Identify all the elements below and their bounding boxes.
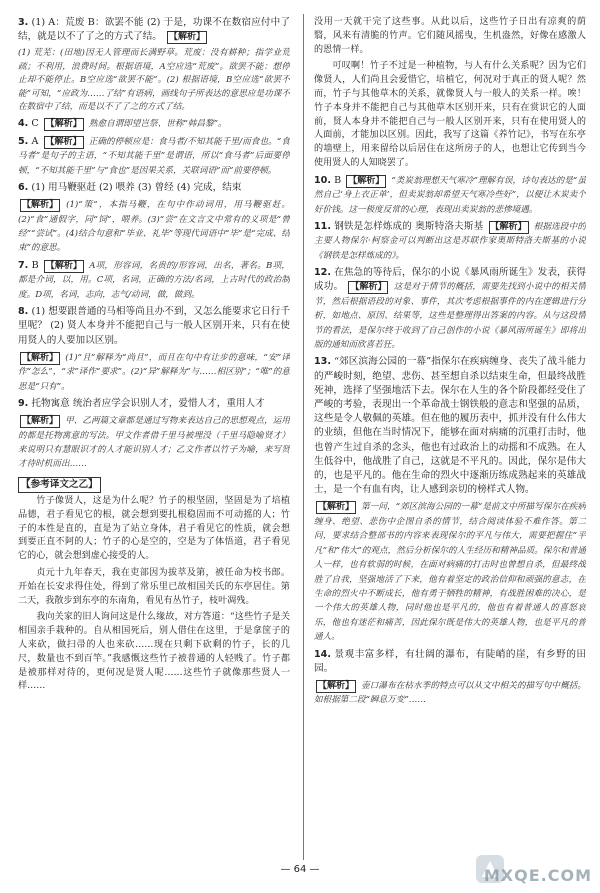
question-number: 11. <box>314 220 331 232</box>
analysis-text: (1)“且”解释为“尚且”，而且在句中有让步的意味，“安”译作“怎么”，“求”译作“要求”。(2)“异”解释为“与……相区别”；“唯”的意思是“只有”。 <box>18 352 290 392</box>
analysis-text: 根据选段中的主要人物保尔·柯察金可以判断出这是苏联作家奥斯特洛夫斯基的小说《钢铁是怎样炼成的》。 <box>314 221 586 261</box>
question-number: 3. <box>18 17 29 28</box>
question-9 <box>18 397 290 472</box>
answer-text: (1) 想要跟普通的马相等尚且办不到，又怎么能要求它日行千里呢？ (2) 贤人本身并不能把自己与一般人区别开来，只有在使用贤人的人要加以区别。 <box>18 306 290 346</box>
question-number: 13. <box>314 356 331 368</box>
analysis-tag: 【解析】 <box>22 200 59 211</box>
page-number: — 64 — <box>280 864 320 875</box>
translation-continued <box>314 16 586 171</box>
question-4 <box>18 117 290 131</box>
question-number: 12. <box>314 267 331 279</box>
analysis-text: 甲、乙两篇文章都是通过写物来表达自己的思想观点，运用的都是托物寓意的写法。甲文作者借千里马被埋没（千里马隐喻贤才）来说明只有慧眼识才的人才能识别人才；乙文作者以竹子为喻，来写贤才待时机而出…… <box>18 416 290 470</box>
reference-translation <box>18 475 290 694</box>
left-column <box>18 16 290 846</box>
question-number: 4. <box>18 118 29 130</box>
right-column <box>314 16 586 866</box>
question-number: 5. <box>18 135 29 147</box>
answer-text: (1) 用马鞭驱赶 (2) 喂养 (3) 曾经 (4) 完成，结束 <box>31 182 242 194</box>
analysis-text: 熟愈自谓即望岂祭、世称“韩昌黎”。 <box>88 119 227 130</box>
watermark-text: MXQE.COM <box>483 866 592 885</box>
answer-text: C <box>31 118 39 130</box>
answer-text: 在焦急的等待后，保尔的小说《暴风雨所诞生》发表，获得成功。 <box>314 267 586 293</box>
question-10 <box>314 174 586 217</box>
analysis-text: 这是对于情节的概括，需要先找到小说中的相关情节，然后根据语段的对象、事件，其次考虑根据事件的内在逻辑进行分析，如地点、原因、结果等，这些是整理得出答案的内容。从与这段情节的看法，是保尔终于收到了自己创作的小说《暴风雨所诞生》即将出版的通知而欣喜若狂。 <box>314 282 586 351</box>
analysis-tag: 【解析】 <box>22 416 59 427</box>
answer-text: B <box>31 259 39 271</box>
translation-paragraph: 我向关家的旧人询问这是什么缘故，对方答道：“这些竹子是关相国亲手栽种的。自从相国死后，别人借住在这里，于是拿筐子的人来砍，做扫帚的人也来砍……现在只剩下砍剩的竹子，长的几尺，数量也不到百竿。”我感慨这些竹子被普通的人轻贱了。竹子都是被那样对待的，更何况是贤人呢……这些竹子就像那些贤人一样…… <box>18 612 290 692</box>
question-number: 8. <box>18 306 29 318</box>
answer-text: 钢铁是怎样炼成的 奥斯特洛夫斯基 <box>334 220 484 232</box>
analysis-tag: 【解析】 <box>318 680 355 691</box>
question-3 <box>18 16 290 114</box>
question-12 <box>314 266 586 352</box>
answer-text: 托物寓意 统治者应学会识别人才，爱惜人才，重用人才 <box>31 397 265 409</box>
question-13 <box>314 355 586 644</box>
question-14 <box>314 648 586 708</box>
analysis-tag: 【解析】 <box>318 502 355 513</box>
analysis-tag: 【解析】 <box>45 136 82 147</box>
analysis-tag: 【解析】 <box>45 119 82 130</box>
analysis-text: “类炭翁理想天气寒冷”理解有误，诗句表达的是“虽然自己‘身上衣正单’，但卖炭翁却希望天气寒冷些好”，以便让木炭卖个好价钱。这一极度反常的心理，表现出卖炭翁的悲惨境遇。 <box>314 175 586 215</box>
question-5 <box>18 135 290 178</box>
analysis-text: 壶口瀑布在枯水季的特点可以从文中相关的描写句中概括。如根据第二段“瞬息万变”…… <box>314 680 586 706</box>
translation-paragraph: 没用一天就干完了这些事。从此以后，这些竹子日出有凉爽的荫翳，风来有清脆的竹声。它们随风摇曳，生机盎然，好像在感激人的恩情一样。 <box>314 17 586 55</box>
analysis-text: (1)“策”，本指马鞭，在句中作动词用，用马鞭驱赶。(2)“食”通假字，同“饲”，喂养。(3)“尝”在文言文中常有的义项是“曾经”“尝试”。(4)结合句意和“毕业、礼毕”等现代词语中“毕”是“完成、结束”的意思。 <box>18 200 290 254</box>
analysis-text: 正确的停顿应是：食马者/不知其能千里/而食也。“食马者”是句子的主语，“不知其能千里”是谓语，所以“食马者”后面要停顿，“不知其能千里”与“食也”是因果关系，关联词语“而”前要停顿。 <box>18 136 290 176</box>
question-number: 10. <box>314 174 331 186</box>
answer-text: A <box>31 135 39 147</box>
question-6 <box>18 181 290 256</box>
translation-paragraph: 可叹啊！竹子不过是一种植物，与人有什么关系呢？因为它们像贤人，人们尚且会爱惜它，培植它，何况对于真正的贤人呢？然而，竹子与其他草木的关系，就像贤人与一般人的关系一样。唉！竹子本身并不能把自己与其他草木区别开来，只有在赏识它的人面前，贤人本身并不能把自己与一般人区别开来，只有在使用贤人的人面前，才能加以区别。因此，我写了这篇《养竹记》，书写在东亭的墙壁上，用来留给以后居住在这所房子的人，也想让它传到当今使用贤人的人知晓罢了。 <box>314 61 586 168</box>
analysis-text: A项，形容词，名贵的/形容词，出名，著名。B项，都是介词，以，用。C项，名词，正确的方法/名词，上古时代的政治制度。D项，名词，志向，志气/动词，做，做到。 <box>18 260 290 300</box>
answer-text: B <box>334 174 342 186</box>
question-number: 7. <box>18 259 29 271</box>
analysis-tag: 【解析】 <box>350 282 387 293</box>
translation-paragraph: 竹子像贤人，这是为什么呢？竹子的根坚固，坚固是为了培植品德，君子看见它的根，就会想到要扎根稳固而不可动摇的人；竹子的本性是直的，直是为了站立身体，君子看见它的性质，就会想到要正直不阿的人；竹子的心是空的，空是为了体悟道，君子看见它的心，就会想到虚心接受的人。 <box>18 495 290 562</box>
question-11 <box>314 220 586 263</box>
analysis-text: (1) 荒芜：(田地)因无人管理而长满野草。荒废：没有耕种；指学业荒疏；不利用，浪费时间。根据语境，A空应选“荒废”。欲罢不能：想停止却不能停止。B空应选“欲罢不能”。(2) 根据语境，B空应选“欲罢不能”可知，“应政为……了结”有语病，画线句子所表达的意思应是功课不在数宿中了结，而是以不了了之的方式了结。 <box>18 48 290 113</box>
question-8 <box>18 305 290 394</box>
question-number: 6. <box>18 182 29 194</box>
analysis-tag: 【解析】 <box>22 352 59 363</box>
question-7 <box>18 259 290 302</box>
answer-text: (1) A：荒废 B：欲罢不能 (2) 于是，功课不在数宿应付中了结，就是以不了了之的方式了结。 <box>18 17 290 43</box>
analysis-text: 第一问，“郊区滨海公园的一幕”是前文中所描写保尔在疾病缠身、绝望、悲伤中企图自杀的情节，结合阅读体验不难作答。第二问，要求结合整部书的内容来表现保尔的平凡与伟大，需要把握住“平凡”和“伟大”的观点，然后分析保尔的人生经历和精神品质。保尔和普通人一样，也有软弱的时候，在面对病痛的打击时也曾想自杀，但最终战胜了自我，坚强地活了下来，他有着坚定的政治信仰和顽强的意志，在生命的烈火中不断成长，他有勇于牺牲的精神，有战胜困难的决心，是一个伟大的英雄人物，同时他也是平凡的，他也有着普通人的喜怒哀乐，他也有迷茫和痛苦，因此保尔既是伟大的英雄人物，也是平凡的普通人。 <box>314 502 586 643</box>
analysis-tag: 【解析】 <box>348 175 385 186</box>
analysis-tag: 【解析】 <box>45 260 82 271</box>
translation-paragraph: 贞元十九年春天，我在吏部因为拔萃及第，被任命为校书郎。开始在长安求得住处，得到了常乐里已故相国关氏的东亭居住。第二天，我散步到东亭的东南角，看见有丛竹子，枝叶凋残。 <box>18 567 290 606</box>
question-number: 14. <box>314 648 331 660</box>
answer-text: “郊区滨海公园的一幕”指保尔在疾病缠身、丧失了战斗能力的严峻时刻，绝望、悲伤、甚至想自杀以结束生命，但最终战胜死神，选择了坚强地活下去。保尔在人生的各个阶段都经受住了严峻的考验，表现出一个革命战士钢铁般的意志和坚强的品质，这些是令人敬佩的英雄。但在他的履历表中，抓并没有什么伟大的业绩，但他在当时情况下，能够在面对病痛的沉重打击时，他也曾产生过自杀的念头，他也有过政治上的动摇和不成熟。在人生低谷中，他战胜了自己，这就是不平凡的。因此，保尔是伟大的，也是平凡的。他在生命的烈火中逐渐历练成熟起来的英雄战士，是一个有血有肉，让人感到亲切的榜样式人物。 <box>314 356 586 496</box>
analysis-tag: 【解析】 <box>490 221 527 232</box>
analysis-tag: 【解析】 <box>168 32 205 43</box>
question-number: 9. <box>18 397 29 409</box>
reference-heading: 【参考译文之乙】 <box>18 477 101 493</box>
column-divider <box>303 14 304 860</box>
answer-text: 景观丰富多样，有壮阔的瀑布，有陡峭的崖，有乡野的田园。 <box>314 648 586 674</box>
